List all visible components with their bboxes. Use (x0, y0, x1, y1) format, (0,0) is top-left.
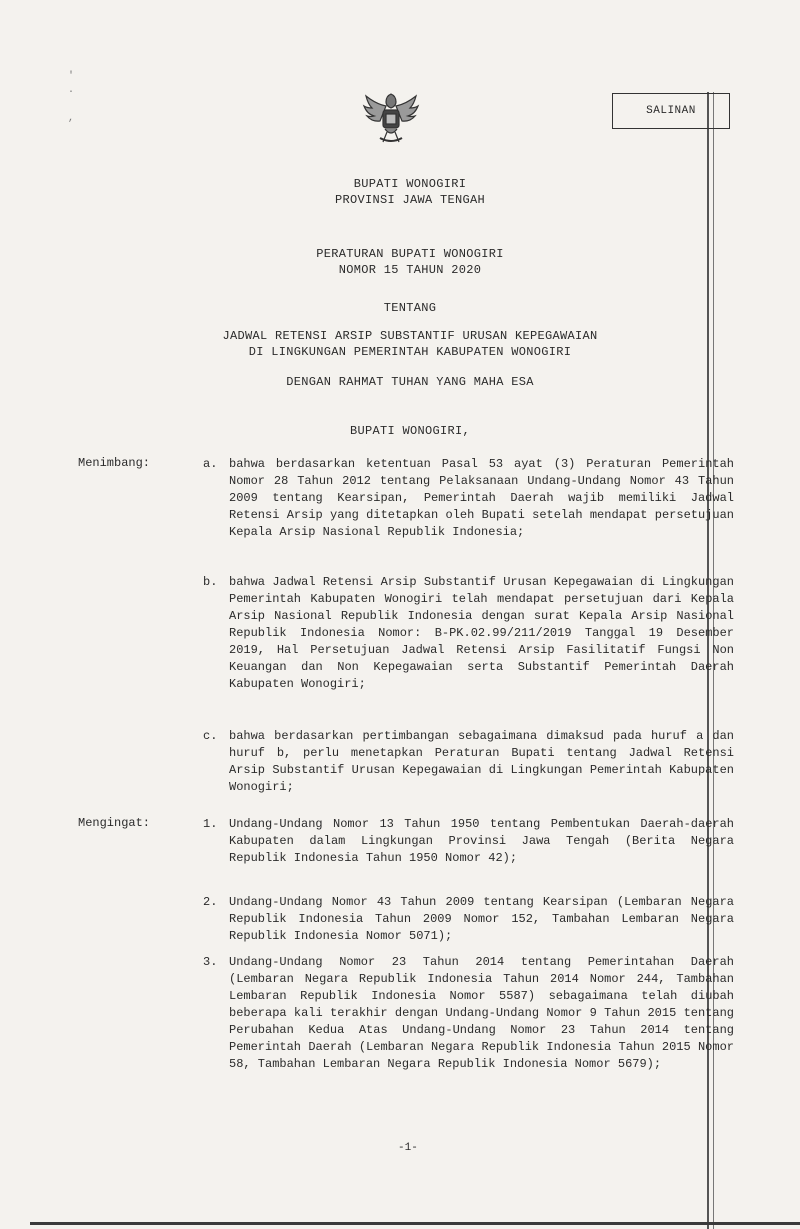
item-text: Undang-Undang Nomor 43 Tahun 2009 tentang Kearsipan (Lembaran Negara Republik Indonesia Tahun 2009 Nomor 152, Tambahan Lembaran Negara Republik Indonesia Nomor 5071); (229, 895, 734, 943)
legal-basis-item (203, 954, 734, 1073)
regent-salutation: BUPATI WONOGIRI, (349, 424, 471, 438)
consideration-item (203, 728, 734, 796)
item-marker: a. (203, 457, 218, 471)
header-line-2: PROVINSI JAWA TENGAH (334, 193, 486, 207)
regulation-name: PERATURAN BUPATI WONOGIRI (316, 247, 504, 261)
item-text: Undang-Undang Nomor 13 Tahun 1950 tentang Pembentukan Daerah-daerah Kabupaten dalam Lingkungan Provinsi Jawa Tengah (Berita Negara Republik Indonesia Tahun 1950 Nomor 42); (229, 817, 734, 865)
consideration-item (203, 574, 734, 693)
item-text: bahwa berdasarkan pertimbangan sebagaimana dimaksud pada huruf a dan huruf b, perlu menetapkan Peraturan Bupati tentang Jadwal Retensi Arsip Substantif Urusan Kepegawaian di Lingkungan Pemerintah Kabupaten Wonogiri; (229, 729, 734, 794)
page-number: -1- (398, 1142, 418, 1154)
item-marker: 1. (203, 817, 218, 831)
item-marker: 3. (203, 955, 218, 969)
item-text: Undang-Undang Nomor 23 Tahun 2014 tentang Pemerintahan Daerah (Lembaran Negara Republik Indonesia Tahun 2014 Nomor 244, Tambahan Lembaran Republik Indonesia Nomor 5587) sebagaimana telah diubah beberapa kali terakhir dengan Undang-Undang Nomor 9 Tahun 2015 tentang Perubahan Kedua Atas Undang-Undang Nomor 23 Tahun 2014 tentang Pemerintah Daerah (Lembaran Negara Republik Indonesia Tahun 2015 Nomor 58, Tambahan Lembaran Negara Republik Indonesia Nomor 5679); (229, 955, 734, 1071)
menimbang-label: Menimbang: (78, 456, 151, 470)
item-marker: b. (203, 575, 218, 589)
consideration-item (203, 456, 734, 541)
header-line-1: BUPATI WONOGIRI (353, 177, 467, 191)
subject-line-2: DI LINGKUNGAN PEMERINTAH KABUPATEN WONOGIRI (248, 345, 572, 359)
scan-marks: ' . , (68, 71, 75, 124)
legal-basis-item (203, 816, 734, 867)
scan-bottom-edge (30, 1222, 800, 1225)
blessing-line: DENGAN RAHMAT TUHAN YANG MAHA ESA (286, 375, 534, 389)
item-text: bahwa Jadwal Retensi Arsip Substantif Urusan Kepegawaian di Lingkungan Pemerintah Kabupaten Wonogiri telah mendapat persetujuan dari Kepala Arsip Nasional Republik Indonesia dengan surat Kepala Arsip Nasional Republik Indonesia Nomor: B-PK.02.99/211/2019 Tanggal 19 Desember 2019, Hal Persetujuan Jadwal Retensi Arsip Fasilitatif Fungsi Non Keuangan dan Non Kepegawaian serta Substantif Pemerintah Daerah Kabupaten Wonogiri; (229, 575, 734, 691)
regent-header (150, 176, 670, 208)
item-text: bahwa berdasarkan ketentuan Pasal 53 ayat (3) Peraturan Pemerintah Nomor 28 Tahun 2012 tentang Pelaksanaan Undang-Undang Nomor 43 Tahun 2009 tentang Kearsipan, Pemerintah Daerah wajib memiliki Jadwal Retensi Arsip yang ditetapkan oleh Bupati setelah mendapat persetujuan Kepala Arsip Nasional Republik Indonesia; (229, 457, 734, 539)
regulation-subject (150, 328, 670, 360)
regulation-title (150, 246, 670, 278)
about-label: TENTANG (383, 301, 437, 315)
item-marker: c. (203, 729, 218, 743)
legal-basis-item (203, 894, 734, 945)
regulation-number: NOMOR 15 TAHUN 2020 (338, 263, 482, 277)
mengingat-label: Mengingat: (78, 816, 151, 830)
salinan-stamp: SALINAN (612, 93, 730, 129)
subject-line-1: JADWAL RETENSI ARSIP SUBSTANTIF URUSAN KEPEGAWAIAN (222, 329, 598, 343)
garuda-emblem-icon (362, 88, 420, 150)
item-marker: 2. (203, 895, 218, 909)
